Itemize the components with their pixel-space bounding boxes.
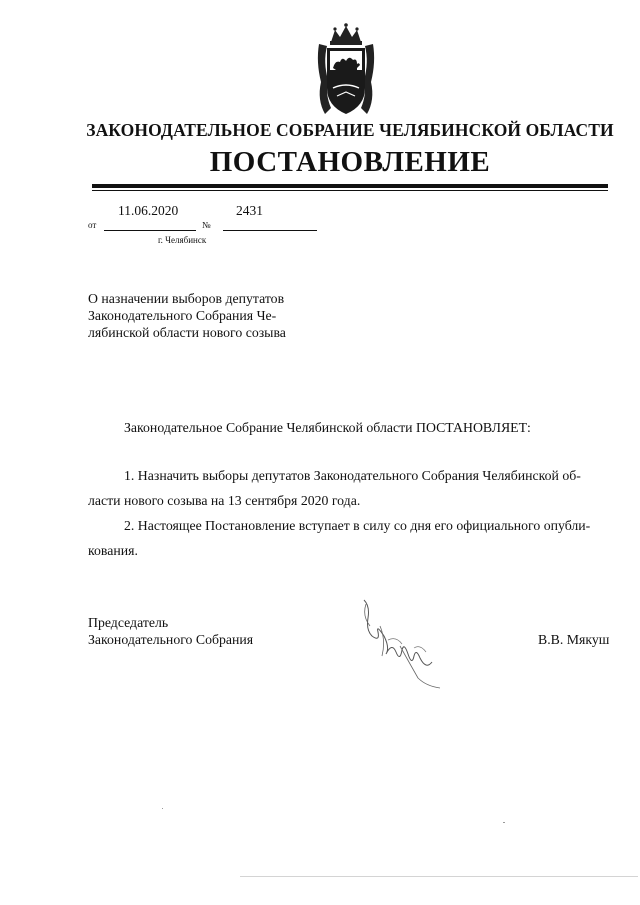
city-label: г. Челябинск: [158, 235, 207, 245]
number-underline: [223, 230, 317, 231]
signatory-role-line-2: Законодательного Собрания: [88, 632, 254, 647]
scan-edge-line: [240, 876, 638, 877]
scan-speck: [503, 822, 505, 823]
scan-speck: [162, 808, 163, 809]
header-rule-thin: [92, 190, 608, 191]
subject-line-1: О назначении выборов депутатов: [88, 291, 285, 306]
number-label: №: [202, 220, 211, 230]
item-2-line-1: 2. Настоящее Постановление вступает в силу со дня его официального опубли-: [124, 518, 591, 533]
document-number: 2431: [236, 203, 263, 218]
from-label: от: [88, 220, 97, 230]
preamble: Законодательное Собрание Челябинской области ПОСТАНОВЛЯЕТ:: [124, 420, 531, 435]
organization-title: ЗАКОНОДАТЕЛЬНОЕ СОБРАНИЕ ЧЕЛЯБИНСКОЙ ОБЛАСТИ: [86, 120, 614, 140]
date-underline: [104, 230, 196, 231]
item-2-line-2: кования.: [88, 543, 138, 558]
document-type-title: ПОСТАНОВЛЕНИЕ: [209, 146, 491, 178]
item-1-line-2: ласти нового созыва на 13 сентября 2020 года.: [88, 493, 361, 508]
signatory-name: В.В. Мякуш: [538, 632, 610, 647]
signatory-role-line-1: Председатель: [88, 615, 169, 630]
document-date: 11.06.2020: [118, 203, 179, 218]
handwritten-signature: [356, 596, 452, 690]
subject-line-2: Законодательного Собрания Че-: [88, 308, 277, 323]
item-1-line-1: 1. Назначить выборы депутатов Законодательного Собрания Челябинской об-: [124, 468, 581, 483]
header-rule-thick: [92, 184, 608, 188]
subject-line-3: лябинской области нового созыва: [88, 325, 286, 340]
coat-of-arms-icon: [313, 22, 379, 120]
